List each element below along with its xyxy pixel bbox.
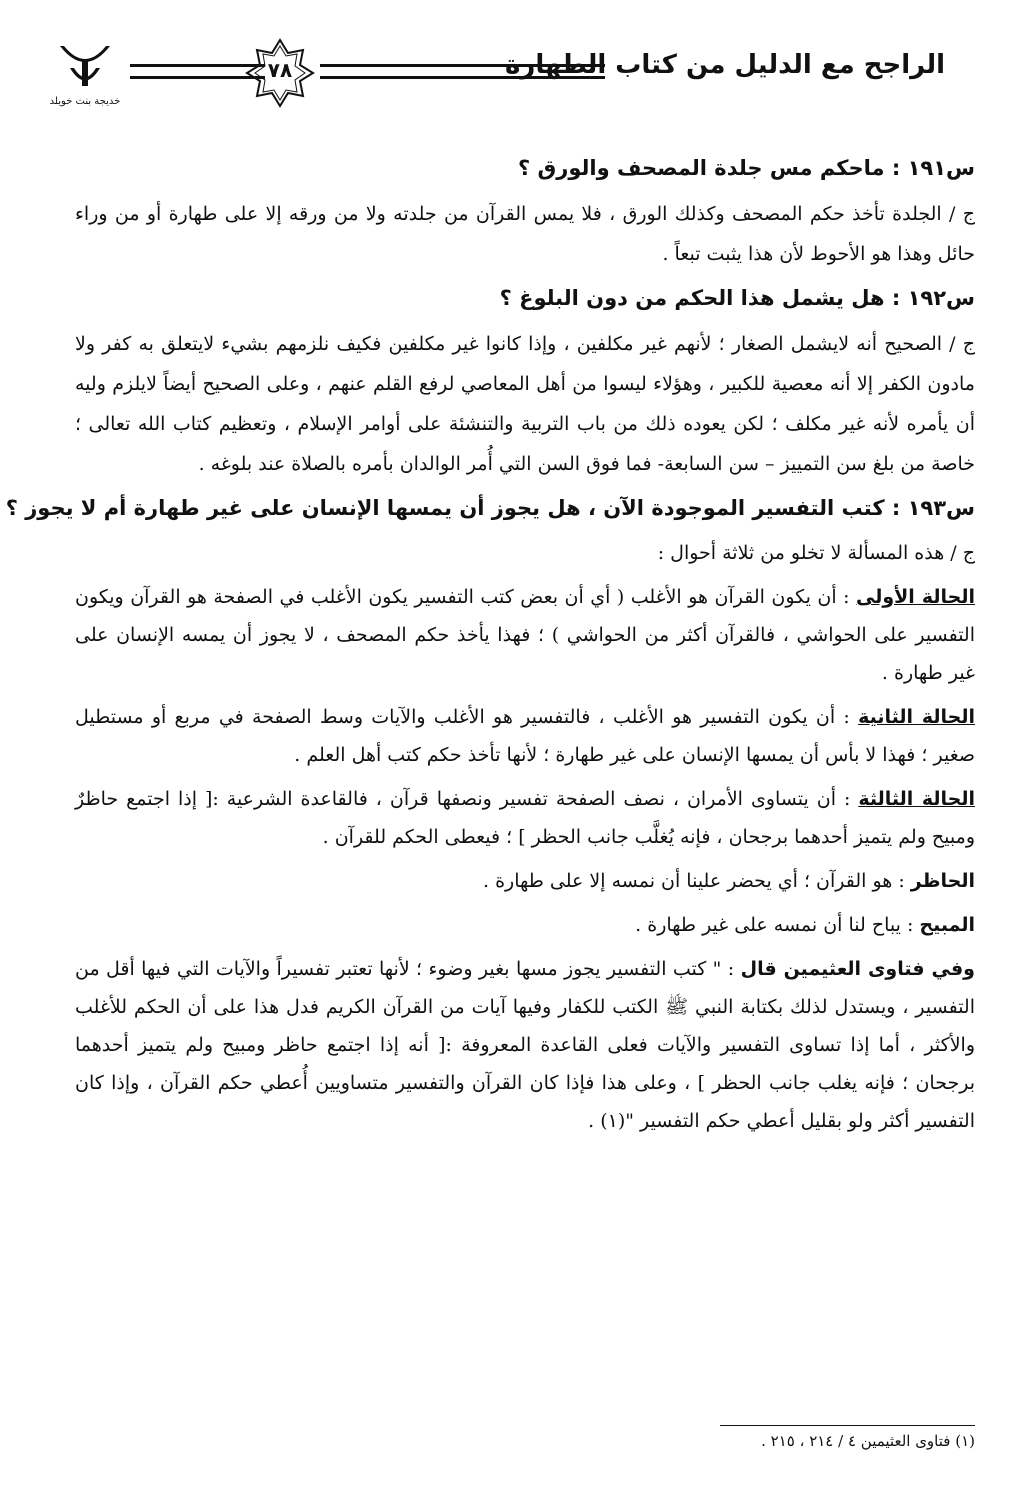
case-1 [75,578,975,692]
book-title: الراجح مع الدليل من كتاب الطهارة [505,50,945,80]
question-191: س١٩١ : ماحكم مس جلدة المصحف والورق ؟ [518,156,975,180]
main-content [5,150,976,1146]
hazir-definition [75,862,975,900]
case-1-text: : أن يكون القرآن هو الأغلب ( أي أن بعض كتب التفسير يكون الأغلب في الصفحة هو القرآن ويكون التفسير على الحواشي ، فالقرآن أكثر من الحواشي ) ؛ فهذا يأخذ حكم المصحف ، لا يجوز أن يمسه الإنسان على غير طهارة . [75,586,975,684]
case-1-label: الحالة الأولى [855,586,975,608]
fatawa-quote [75,950,975,1140]
hazir-label: الحاظر [910,870,975,892]
logo-caption: خديجة بنت خويلد [49,96,121,107]
question-193: س١٩٣ : كتب التفسير الموجودة الآن ، هل يجوز أن يمسها الإنسان على غير طهارة أم لا يجوز ؟ [5,496,975,520]
footnote-divider [720,1425,975,1426]
publisher-logo [40,38,130,128]
case-2-text: : أن يكون التفسير هو الأغلب ، فالتفسير هو الأغلب والآيات وسط الصفحة في مربع أو مستطيل صغير ؛ فهذا لا بأس أن يمسها الإنسان على غير طهارة ؛ لأنها تأخذ حكم كتب أهل العلم . [75,706,975,766]
header-rule-left [130,64,265,79]
footnote: (١) فتاوى العثيمين ٤ / ٢١٤ ، ٢١٥ . [761,1432,975,1450]
case-2-label: الحالة الثانية [858,706,976,728]
header-rule-right [320,64,605,79]
answer-193-intro: ج / هذه المسألة لا تخلو من ثلاثة أحوال : [657,542,975,564]
fatawa-label: وفي فتاوى العثيمين قال [740,958,975,980]
case-3 [75,780,975,856]
case-2 [75,698,975,774]
mubih-definition [75,906,975,944]
hazir-text: : هو القرآن ؛ أي يحضر علينا أن نمسه إلا على طهارة . [483,870,905,892]
answer-192: ج / الصحيح أنه لايشمل الصغار ؛ لأنهم غير مكلفين ، وإذا كانوا غير مكلفين فكيف نلزمهم بشيء لايتعلق به كفر ولا مادون الكفر إلا أنه معصية للكبير ، وهؤلاء ليسوا من أهل المعاصي لرفع القلم عنهم ، وعلى الصحيح أيضاً لايلزم وليه أن يأمره لأنه غير مكلف ؛ لكن يعوده ذلك من باب التربية والتنشئة على أوامر الإسلام ، وتعظيم كتاب الله تعالى ؛ خاصة من بلغ سن التمييز – سن السابعة- فما فوق السن التي أُمر الوالدان بأمره بالصلاة عند بلوغه . [75,333,975,475]
fatawa-text: : " كتب التفسير يجوز مسها بغير وضوء ؛ لأنها تعتبر تفسيراً والآيات التي فيها أقل من التفسير ، ويستدل لذلك بكتابة النبي ﷺ الكتب للكفار وفيها آيات من القرآن الكريم فدل هذا على أن الحكم للأغلب والأكثر ، أما إذا تساوى التفسير والآيات فعلى القاعدة المعروفة :[ أنه إذا اجتمع حاظر ومبيح ولم يتميز أحدهما برجحان ؛ فإنه يغلب جانب الحظر ] ، وعلى هذا فإذا كان القرآن والتفسير متساويين أُعطي حكم القرآن ، وإذا كان التفسير أكثر ولو بقليل أعطي حكم التفسير "(١) . [75,958,975,1132]
question-192: س١٩٢ : هل يشمل هذا الحكم من دون البلوغ ؟ [499,286,975,310]
mubih-text: : يباح لنا أن نمسه على غير طهارة . [635,914,914,936]
logo-icon [40,38,130,98]
page-header [30,30,985,140]
page-number: ٧٨ [267,58,293,82]
mubih-label: المبيح [919,914,975,936]
case-3-label: الحالة الثالثة [858,788,975,810]
answer-191: ج / الجلدة تأخذ حكم المصحف وكذلك الورق ، فلا يمس القرآن من جلدته ولا من ورقه إلا على طهارة أو من وراء حائل وهذا هو الأحوط لأن هذا يثبت تبعاً . [75,203,975,265]
case-3-text: : أن يتساوى الأمران ، نصف الصفحة تفسير ونصفها قرآن ، فالقاعدة الشرعية :[ إذا اجتمع حاظرٌ ومبيح ولم يتميز أحدهما برجحان ، فإنه يُغلَّب جانب الحظر ] ؛ فيعطى الحكم للقرآن . [75,788,975,848]
